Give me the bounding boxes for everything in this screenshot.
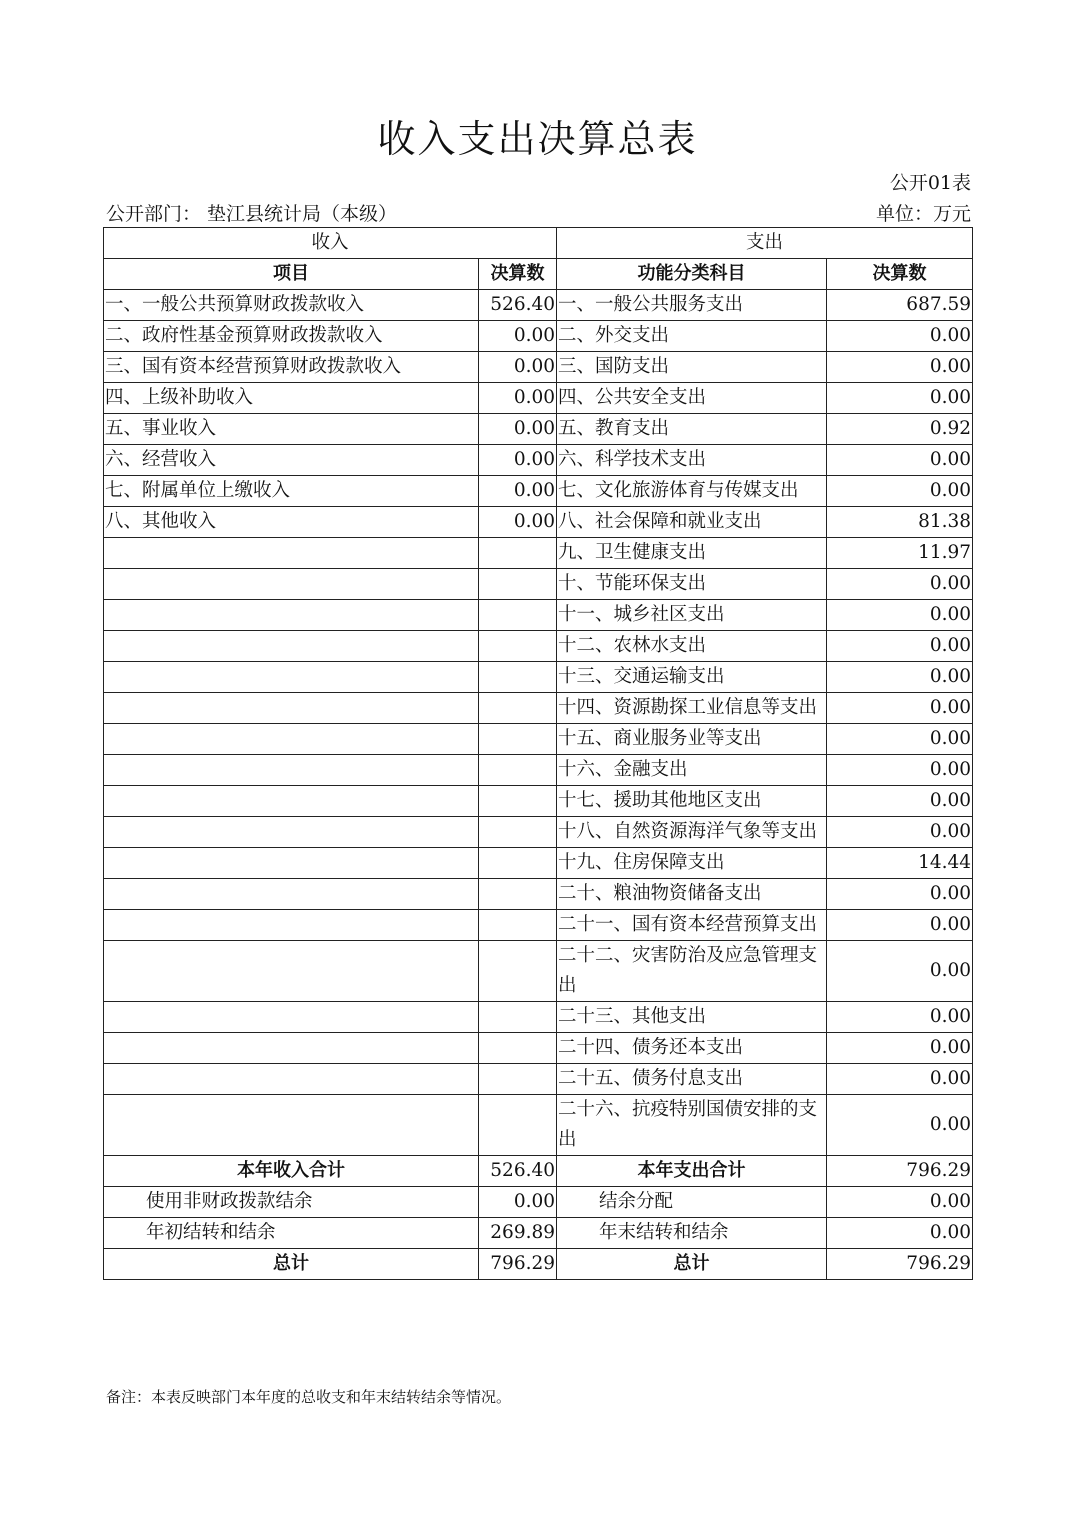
income-amount-cell xyxy=(479,538,557,569)
amount-column-header: 决算数 xyxy=(479,259,557,290)
summary-income-amount-cell: 269.89 xyxy=(479,1218,557,1249)
table-row xyxy=(104,879,973,910)
table-row xyxy=(104,848,973,879)
income-amount-cell xyxy=(479,1095,557,1156)
expense-item-cell: 三、国防支出 xyxy=(557,352,827,383)
income-item-cell xyxy=(104,569,479,600)
income-item-cell xyxy=(104,879,479,910)
table-body xyxy=(104,290,973,1280)
expense-amount-cell: 14.44 xyxy=(827,848,973,879)
income-item-cell xyxy=(104,1095,479,1156)
table-column-header-row xyxy=(104,259,973,290)
expense-amount-cell: 81.38 xyxy=(827,507,973,538)
expense-item-cell: 二十二、灾害防治及应急管理支出 xyxy=(557,941,827,1002)
income-amount-cell xyxy=(479,1002,557,1033)
income-item-cell: 二、政府性基金预算财政拨款收入 xyxy=(104,321,479,352)
expense-amount-cell: 0.00 xyxy=(827,879,973,910)
income-amount-cell xyxy=(479,1064,557,1095)
expense-amount-cell: 0.00 xyxy=(827,786,973,817)
summary-expense-item-cell: 年末结转和结余 xyxy=(557,1218,827,1249)
expense-item-cell: 八、社会保障和就业支出 xyxy=(557,507,827,538)
expense-item-cell: 十五、商业服务业等支出 xyxy=(557,724,827,755)
expense-amount-cell: 0.00 xyxy=(827,631,973,662)
expense-item-cell: 十七、援助其他地区支出 xyxy=(557,786,827,817)
expense-amount-cell: 0.00 xyxy=(827,1095,973,1156)
table-row xyxy=(104,507,973,538)
table-row xyxy=(104,538,973,569)
table-row xyxy=(104,1064,973,1095)
income-item-cell xyxy=(104,755,479,786)
expense-amount-cell: 0.00 xyxy=(827,662,973,693)
income-amount-cell xyxy=(479,786,557,817)
income-amount-cell: 0.00 xyxy=(479,414,557,445)
income-item-cell xyxy=(104,693,479,724)
table-row xyxy=(104,445,973,476)
expense-item-cell: 二十六、抗疫特别国债安排的支出 xyxy=(557,1095,827,1156)
expense-item-cell: 十八、自然资源海洋气象等支出 xyxy=(557,817,827,848)
expense-item-cell: 十四、资源勘探工业信息等支出 xyxy=(557,693,827,724)
expense-item-cell: 十三、交通运输支出 xyxy=(557,662,827,693)
expense-item-cell: 十、节能环保支出 xyxy=(557,569,827,600)
income-group-header: 收入 xyxy=(104,228,557,259)
income-amount-cell: 0.00 xyxy=(479,445,557,476)
table-row xyxy=(104,1033,973,1064)
table-row xyxy=(104,817,973,848)
expense-item-cell: 二十四、债务还本支出 xyxy=(557,1033,827,1064)
income-item-cell xyxy=(104,786,479,817)
summary-row xyxy=(104,1187,973,1218)
summary-expense-amount-cell: 0.00 xyxy=(827,1218,973,1249)
income-amount-cell xyxy=(479,600,557,631)
table-row xyxy=(104,786,973,817)
income-item-cell xyxy=(104,631,479,662)
table-group-header-row xyxy=(104,228,973,259)
expense-amount-cell: 0.00 xyxy=(827,1064,973,1095)
income-item-cell xyxy=(104,941,479,1002)
form-number: 公开01表 xyxy=(889,172,971,194)
expense-item-cell: 二十五、债务付息支出 xyxy=(557,1064,827,1095)
income-item-cell: 一、一般公共预算财政拨款收入 xyxy=(104,290,479,321)
table-row xyxy=(104,631,973,662)
expense-item-cell: 二十、粮油物资储备支出 xyxy=(557,879,827,910)
expense-item-cell: 十二、农林水支出 xyxy=(557,631,827,662)
expense-item-cell: 十九、住房保障支出 xyxy=(557,848,827,879)
function-item-column-header: 功能分类科目 xyxy=(557,259,827,290)
income-amount-cell: 0.00 xyxy=(479,507,557,538)
item-column-header: 项目 xyxy=(104,259,479,290)
table-row xyxy=(104,1095,973,1156)
footnote: 备注：本表反映部门本年度的总收支和年末结转结余等情况。 xyxy=(106,1388,512,1406)
summary-expense-item-cell: 本年支出合计 xyxy=(557,1156,827,1187)
table-row xyxy=(104,724,973,755)
expense-amount-cell: 0.00 xyxy=(827,817,973,848)
income-item-cell xyxy=(104,538,479,569)
table-row xyxy=(104,600,973,631)
income-item-cell xyxy=(104,662,479,693)
income-amount-cell xyxy=(479,848,557,879)
income-amount-cell xyxy=(479,569,557,600)
expense-item-cell: 二、外交支出 xyxy=(557,321,827,352)
unit-label: 单位：万元 xyxy=(875,203,971,225)
income-item-cell: 六、经营收入 xyxy=(104,445,479,476)
expense-amount-cell: 0.00 xyxy=(827,941,973,1002)
income-amount-cell xyxy=(479,693,557,724)
expense-amount-cell: 0.00 xyxy=(827,445,973,476)
summary-row xyxy=(104,1249,973,1280)
income-amount-cell xyxy=(479,1033,557,1064)
expense-amount-cell: 687.59 xyxy=(827,290,973,321)
department-label: 公开部门： 垫江县统计局（本级） xyxy=(106,203,398,225)
income-amount-cell xyxy=(479,879,557,910)
expense-item-cell: 九、卫生健康支出 xyxy=(557,538,827,569)
expense-amount-cell: 0.00 xyxy=(827,321,973,352)
table-row xyxy=(104,1002,973,1033)
income-item-cell: 三、国有资本经营预算财政拨款收入 xyxy=(104,352,479,383)
income-item-cell: 七、附属单位上缴收入 xyxy=(104,476,479,507)
summary-row xyxy=(104,1156,973,1187)
expense-amount-cell: 0.00 xyxy=(827,724,973,755)
income-amount-cell xyxy=(479,662,557,693)
expense-item-cell: 十六、金融支出 xyxy=(557,755,827,786)
income-amount-cell xyxy=(479,755,557,786)
expense-amount-cell: 11.97 xyxy=(827,538,973,569)
income-item-cell xyxy=(104,1064,479,1095)
expense-amount-cell: 0.00 xyxy=(827,352,973,383)
table-row xyxy=(104,569,973,600)
income-amount-cell xyxy=(479,941,557,1002)
expense-amount-cell: 0.00 xyxy=(827,693,973,724)
income-amount-cell: 0.00 xyxy=(479,352,557,383)
expense-item-cell: 五、教育支出 xyxy=(557,414,827,445)
expense-amount-cell: 0.00 xyxy=(827,383,973,414)
expense-item-cell: 七、文化旅游体育与传媒支出 xyxy=(557,476,827,507)
table-row xyxy=(104,290,973,321)
income-item-cell xyxy=(104,600,479,631)
table-row xyxy=(104,414,973,445)
summary-income-item-cell: 使用非财政拨款结余 xyxy=(104,1187,479,1218)
income-amount-cell xyxy=(479,910,557,941)
expense-item-cell: 一、一般公共服务支出 xyxy=(557,290,827,321)
expense-item-cell: 四、公共安全支出 xyxy=(557,383,827,414)
summary-income-item-cell: 年初结转和结余 xyxy=(104,1218,479,1249)
income-item-cell xyxy=(104,910,479,941)
summary-expense-item-cell: 结余分配 xyxy=(557,1187,827,1218)
table-row xyxy=(104,383,973,414)
expense-item-cell: 六、科学技术支出 xyxy=(557,445,827,476)
summary-expense-item-cell: 总计 xyxy=(557,1249,827,1280)
table-row xyxy=(104,693,973,724)
income-amount-cell xyxy=(479,724,557,755)
income-amount-cell: 0.00 xyxy=(479,476,557,507)
income-amount-cell: 0.00 xyxy=(479,321,557,352)
table-row xyxy=(104,755,973,786)
summary-income-item-cell: 总计 xyxy=(104,1249,479,1280)
expense-amount-cell: 0.92 xyxy=(827,414,973,445)
income-amount-cell: 0.00 xyxy=(479,383,557,414)
table-row xyxy=(104,476,973,507)
expense-amount-cell: 0.00 xyxy=(827,600,973,631)
expense-amount-cell: 0.00 xyxy=(827,569,973,600)
expense-amount-cell: 0.00 xyxy=(827,1033,973,1064)
table-row xyxy=(104,941,973,1002)
summary-expense-amount-cell: 0.00 xyxy=(827,1187,973,1218)
amount2-column-header: 决算数 xyxy=(827,259,973,290)
summary-income-amount-cell: 796.29 xyxy=(479,1249,557,1280)
summary-income-amount-cell: 0.00 xyxy=(479,1187,557,1218)
income-amount-cell xyxy=(479,631,557,662)
income-item-cell: 四、上级补助收入 xyxy=(104,383,479,414)
expense-item-cell: 二十三、其他支出 xyxy=(557,1002,827,1033)
income-amount-cell xyxy=(479,817,557,848)
summary-income-item-cell: 本年收入合计 xyxy=(104,1156,479,1187)
summary-expense-amount-cell: 796.29 xyxy=(827,1249,973,1280)
expense-item-cell: 十一、城乡社区支出 xyxy=(557,600,827,631)
table-row xyxy=(104,910,973,941)
income-item-cell xyxy=(104,817,479,848)
summary-expense-amount-cell: 796.29 xyxy=(827,1156,973,1187)
summary-row xyxy=(104,1218,973,1249)
income-expense-table xyxy=(103,227,973,1280)
expense-amount-cell: 0.00 xyxy=(827,755,973,786)
expense-amount-cell: 0.00 xyxy=(827,1002,973,1033)
expense-amount-cell: 0.00 xyxy=(827,476,973,507)
income-item-cell: 八、其他收入 xyxy=(104,507,479,538)
expense-item-cell: 二十一、国有资本经营预算支出 xyxy=(557,910,827,941)
income-item-cell: 五、事业收入 xyxy=(104,414,479,445)
income-item-cell xyxy=(104,724,479,755)
income-item-cell xyxy=(104,848,479,879)
income-amount-cell: 526.40 xyxy=(479,290,557,321)
expense-group-header: 支出 xyxy=(557,228,973,259)
page-title: 收入支出决算总表 xyxy=(377,117,698,161)
expense-amount-cell: 0.00 xyxy=(827,910,973,941)
table-row xyxy=(104,352,973,383)
table-row xyxy=(104,321,973,352)
table-row xyxy=(104,662,973,693)
summary-income-amount-cell: 526.40 xyxy=(479,1156,557,1187)
income-item-cell xyxy=(104,1033,479,1064)
income-item-cell xyxy=(104,1002,479,1033)
